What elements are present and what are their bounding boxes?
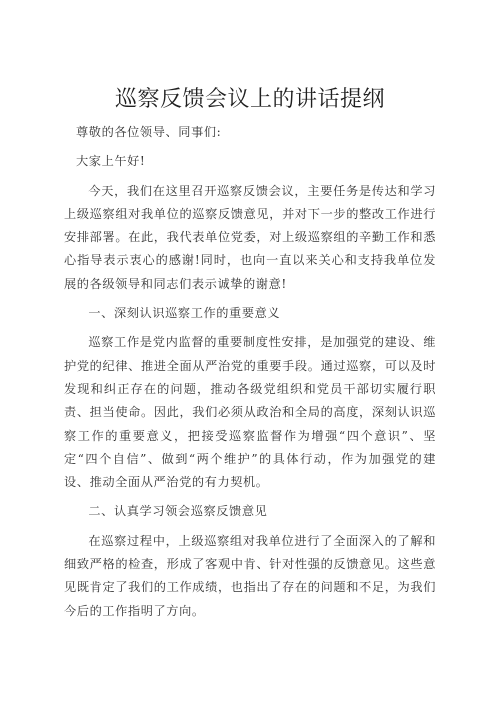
section-1-paragraph: 巡察工作是党内监督的重要制度性安排，是加强党的建设、维护党的纪律、推进全面从严治党的重要手段。通过巡察，可以及时发现和纠正存在的问题，推动各级党组织和党员干部切实履行职责、担当使命。因此，我们必须从政治和全局的高度，深刻认识巡察工作的重要意义，把接受巡察监督作为增强“四个意识”、坚定“四个自信”、做到“两个维护”的具体行动，作为加强党的建设、推动全面从严治党的有力契机。 (64, 335, 436, 490)
salutation: 尊敬的各位领导、同事们: (76, 125, 222, 139)
greeting: 大家上午好! (76, 154, 146, 169)
document-body (64, 121, 436, 623)
section-2-heading: 二、认真学习领会巡察反馈意见 (88, 504, 268, 519)
section-1-heading: 一、深刻认识巡察工作的重要意义 (88, 306, 281, 321)
intro-paragraph: 今天，我们在这里召开巡察反馈会议，主要任务是传达和学习上级巡察组对我单位的巡察反馈意见，并对下一步的整改工作进行安排部署。在此，我代表单位党委，对上级巡察组的辛勤工作和悉心指导表示衷心的感谢!同时，也向一直以来关心和支持我单位发展的各级领导和同志们表示诚挚的谢意! (64, 183, 436, 291)
section-2-paragraph: 在巡察过程中，上级巡察组对我单位进行了全面深入的了解和细致严格的检查，形成了客观中肯、针对性强的反馈意见。这些意见既肯定了我们的工作成绩，也指出了存在的问题和不足，为我们今后的工作指明了方向。 (64, 533, 436, 618)
document-title: 巡察反馈会议上的讲话提纲 (114, 87, 385, 112)
